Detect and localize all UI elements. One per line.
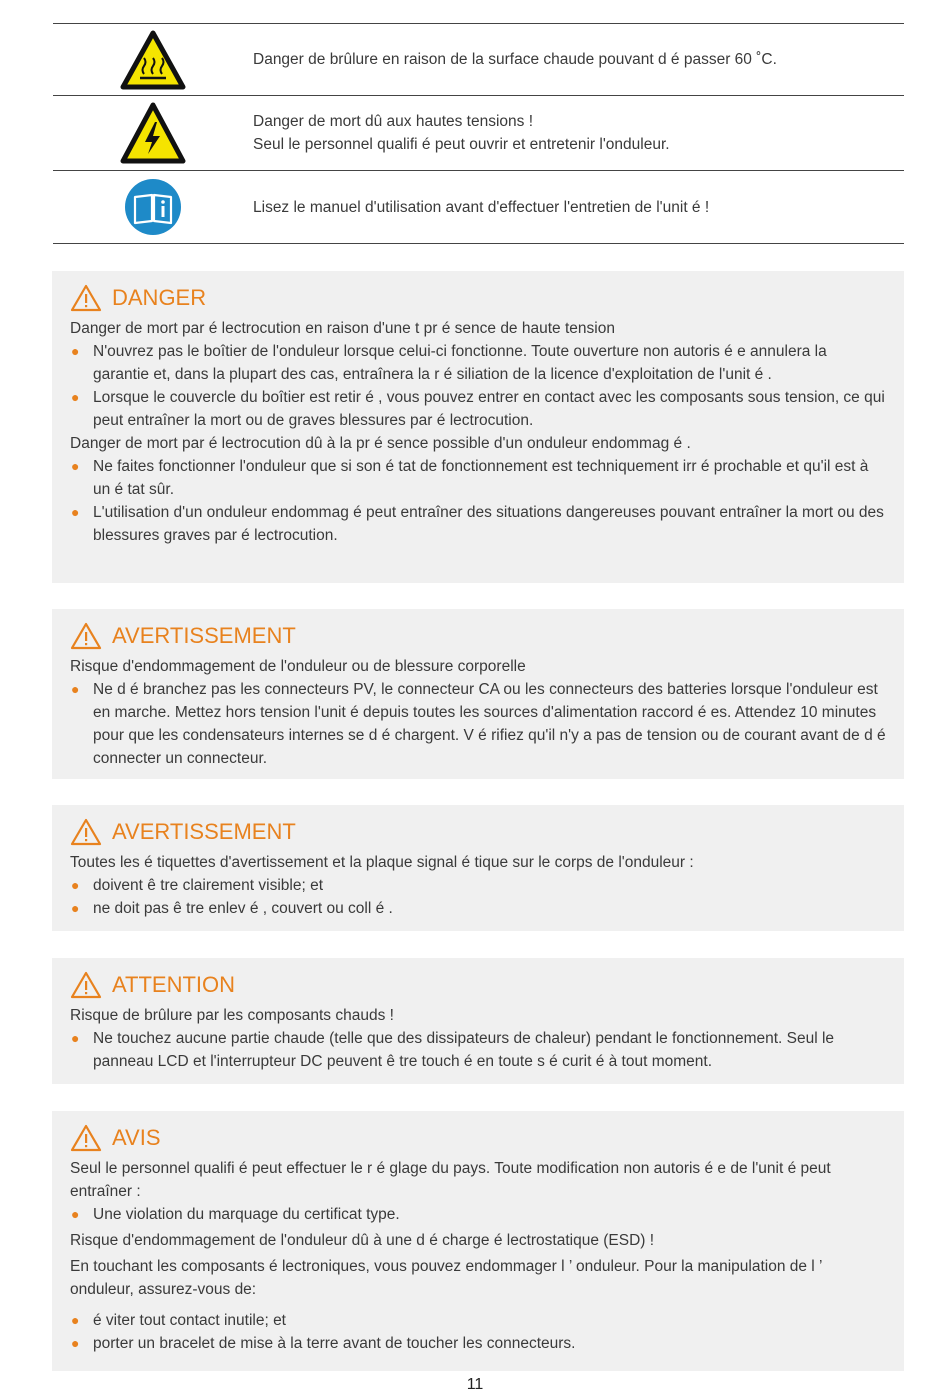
box-title <box>70 970 886 1000</box>
warning-box <box>52 805 904 931</box>
symbol-text: Danger de mort dû aux hautes tensions ! Seul le personnel qualifi é peut ouvrir et entretenir l'onduleur. <box>253 113 670 153</box>
list-item <box>70 874 886 897</box>
box-title-text: AVERTISSEMENT <box>112 819 296 844</box>
bullet-icon: ● <box>71 1335 80 1351</box>
bullet-icon: ● <box>71 458 80 474</box>
bullet-icon: ● <box>71 1206 80 1222</box>
paragraph: Danger de mort par é lectrocution dû à la pr é sence possible d'un onduleur endommag é . <box>70 435 691 452</box>
list-item-text: ne doit pas ê tre enlev é , couvert ou coll é . <box>93 900 393 917</box>
list-item <box>70 897 886 920</box>
warning-box <box>52 609 904 779</box>
bullet-icon: ● <box>71 504 80 520</box>
paragraph: Risque de brûlure par les composants chauds ! <box>70 1007 394 1024</box>
paragraph: Risque d'endommagement de l'onduleur dû à une d é charge é lectrostatique (ESD) ! <box>70 1232 655 1249</box>
symbol-text: Danger de brûlure en raison de la surface chaude pouvant d é passer 60 ˚C. <box>253 51 777 68</box>
warning-triangle-icon <box>70 622 102 650</box>
symbol-row-hot-surface <box>53 23 904 95</box>
warning-triangle-icon <box>70 1124 102 1152</box>
paragraph: En touchant les composants é lectroniques, vous pouvez endommager l ’ onduleur. Pour la manipulation de l ’ onduleur, assurez-vous de: <box>70 1258 822 1298</box>
bullet-icon: ● <box>71 1030 80 1046</box>
box-title <box>70 621 886 651</box>
paragraph: Risque d'endommagement de l'onduleur ou de blessure corporelle <box>70 658 526 675</box>
page-number: 11 <box>466 1376 484 1393</box>
read-manual-icon <box>53 178 253 236</box>
list-item <box>70 678 886 770</box>
danger-box <box>52 271 904 583</box>
list-item <box>70 501 886 547</box>
list-item-text: Ne d é branchez pas les connecteurs PV, le connecteur CA ou les connecteurs des batteries lorsque l'onduleur est en marche. Mettez hors tension l'unit é depuis toutes les sources d'alimentation raccord é es. Attendez 10 minutes pour que les condensateurs internes se d é chargent. V é rifiez qu'il n'y a pas de tension ou de courant avant de d é connecter un connecteur. <box>93 681 886 767</box>
list-item <box>70 386 886 432</box>
list-item <box>70 1027 886 1073</box>
list-item-text: L'utilisation d'un onduleur endommag é peut entraîner des situations dangereuses pouvant entraîner la mort ou des blessures graves par é lectrocution. <box>93 504 884 544</box>
paragraph: Seul le personnel qualifi é peut effectuer le r é glage du pays. Toute modification non autoris é e de l'unit é peut entraîner : <box>70 1160 831 1200</box>
paragraph: Toutes les é tiquettes d'avertissement et la plaque signal é tique sur le corps de l'onduleur : <box>70 854 694 871</box>
symbol-row-read-manual <box>53 170 904 244</box>
warning-triangle-icon <box>70 818 102 846</box>
list-item-text: Une violation du marquage du certificat type. <box>93 1206 400 1223</box>
bullet-icon: ● <box>71 877 80 893</box>
hot-surface-icon <box>53 30 253 90</box>
bullet-icon: ● <box>71 343 80 359</box>
box-title-text: DANGER <box>112 285 207 310</box>
list-item-text: porter un bracelet de mise à la terre avant de toucher les connecteurs. <box>93 1335 576 1352</box>
symbol-text: Lisez le manuel d'utilisation avant d'effectuer l'entretien de l'unit é ! <box>253 198 710 216</box>
list-item-text: N'ouvrez pas le boîtier de l'onduleur lorsque celui-ci fonctionne. Toute ouverture non autoris é e annulera la garantie et, dans la plupart des cas, entraînera la r é siliation de la licence d'exploitation de l'unit é . <box>93 343 827 383</box>
box-title-text: AVERTISSEMENT <box>112 623 296 648</box>
list-item-text: é viter tout contact inutile; et <box>93 1312 286 1329</box>
list-item <box>70 340 886 386</box>
list-item-text: Lorsque le couvercle du boîtier est retir é , vous pouvez entrer en contact avec les composants sous tension, ce qui peut entraîner la mort ou de graves blessures par é lectrocution. <box>93 389 885 429</box>
bullet-icon: ● <box>71 681 80 697</box>
box-title-text: AVIS <box>112 1125 161 1150</box>
paragraph: Danger de mort par é lectrocution en raison d'une t pr é sence de haute tension <box>70 320 615 337</box>
list-item <box>70 1309 886 1332</box>
symbol-row-high-voltage <box>53 95 904 170</box>
list-item <box>70 455 886 501</box>
warning-triangle-icon <box>70 971 102 999</box>
list-item <box>70 1203 886 1226</box>
bullet-icon: ● <box>71 1312 80 1328</box>
box-title <box>70 283 886 313</box>
high-voltage-icon <box>53 102 253 164</box>
box-title-text: ATTENTION <box>112 972 236 997</box>
attention-box <box>52 958 904 1084</box>
list-item <box>70 1332 886 1355</box>
list-item-text: Ne touchez aucune partie chaude (telle que des dissipateurs de chaleur) pendant le fonctionnement. Seul le panneau LCD et l'interrupteur DC peuvent ê tre touch é en toute s é curit é à tout moment. <box>93 1030 835 1070</box>
bullet-icon: ● <box>71 900 80 916</box>
warning-triangle-icon <box>70 284 102 312</box>
box-title <box>70 817 886 847</box>
list-item-text: doivent ê tre clairement visible; et <box>93 877 324 894</box>
notice-box <box>52 1111 904 1371</box>
list-item-text: Ne faites fonctionner l'onduleur que si son é tat de fonctionnement est techniquement irr é prochable et qu'il est à un é tat sûr. <box>93 458 869 498</box>
bullet-icon: ● <box>71 389 80 405</box>
box-title <box>70 1123 886 1153</box>
symbol-table <box>53 23 904 244</box>
